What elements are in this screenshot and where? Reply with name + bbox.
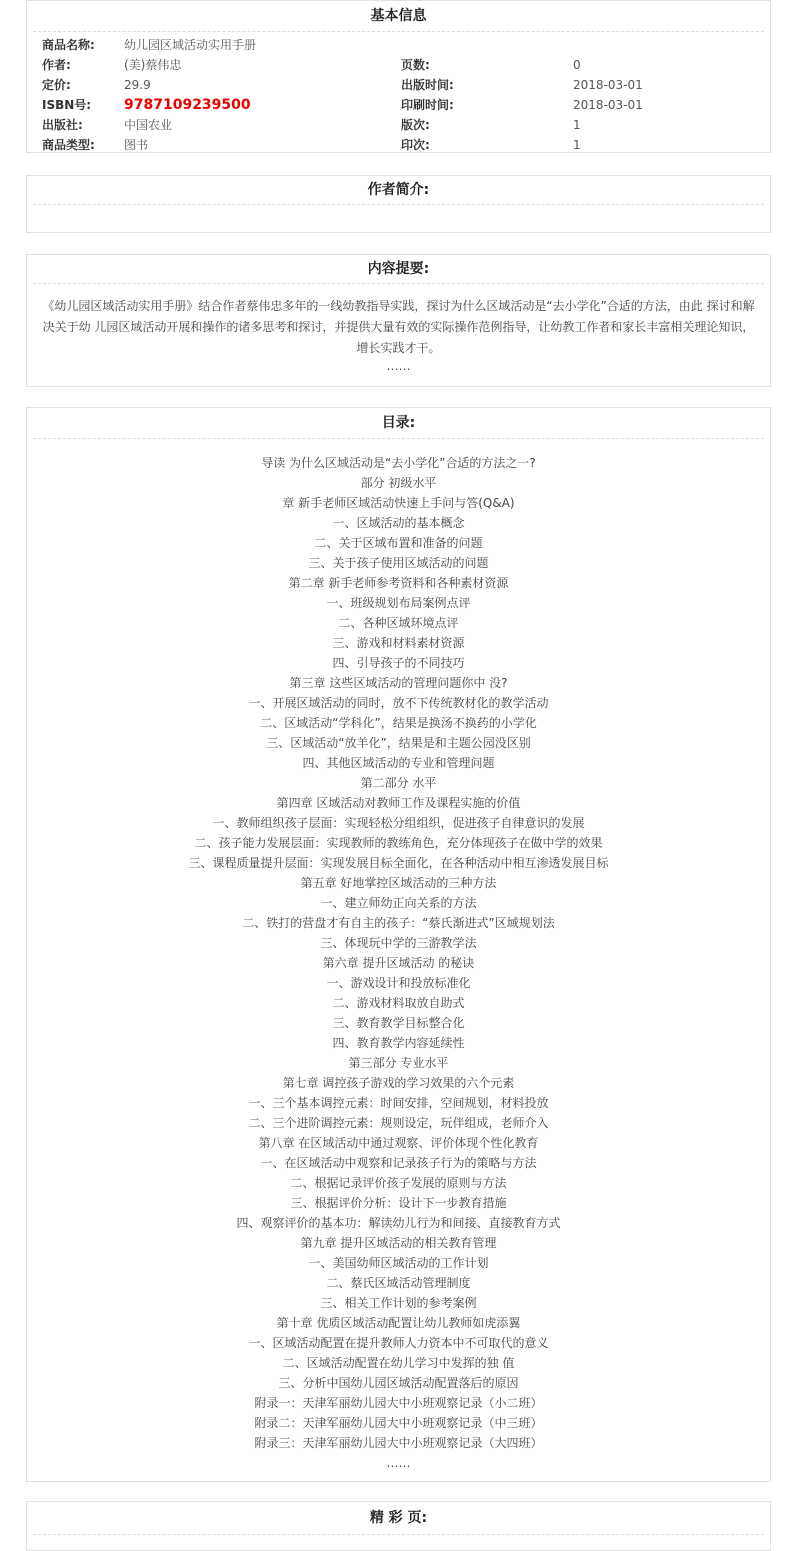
info-row-name — [27, 35, 772, 55]
toc-panel — [26, 407, 771, 1482]
toc-item: 一、班级规划布局案例点评 — [326, 596, 471, 610]
type-value: 图书 — [124, 138, 149, 152]
price-label: 定价: — [42, 78, 71, 92]
toc-item: 三、区域活动“放羊化”，结果是和主题公园没区别 — [266, 736, 531, 750]
toc-title: 目录: — [33, 408, 764, 439]
toc-item: 三、相关工作计划的参考案例 — [320, 1296, 477, 1310]
author-label: 作者: — [42, 58, 71, 72]
toc-item: 一、开展区域活动的同时，放不下传统教材化的教学活动 — [248, 696, 549, 710]
toc-item: 第三章 这些区域活动的管理问题你中 没? — [289, 676, 508, 690]
edition-value: 1 — [573, 118, 581, 132]
toc-item: 一、三个基本调控元素：时间安排，空间规划，材料投放 — [248, 1096, 549, 1110]
toc-item: 三、体现玩中学的三游教学法 — [320, 936, 477, 950]
toc-item: 一、区域活动的基本概念 — [332, 516, 465, 530]
info-row-isbn — [27, 95, 772, 115]
toc-item: 第二部分 水平 — [360, 776, 437, 790]
toc-item: 三、教育教学目标整合化 — [332, 1016, 465, 1030]
info-row-price — [27, 75, 772, 95]
toc-list — [27, 439, 770, 1473]
edition-label: 版次: — [401, 118, 430, 132]
toc-item: 导读 为什么区域活动是“去小学化”合适的方法之一? — [261, 456, 536, 470]
toc-item: 二、铁打的营盘才有自主的孩子：“蔡氏渐进式”区域规划法 — [242, 916, 555, 930]
toc-item: 四、其他区域活动的专业和管理问题 — [302, 756, 495, 770]
info-row-author — [27, 55, 772, 75]
toc-item: 二、三个进阶调控元素：规则设定，玩伴组成，老师介入 — [248, 1116, 549, 1130]
toc-item: 二、各种区域环境点评 — [338, 616, 459, 630]
basic-info-title: 基本信息 — [33, 1, 764, 32]
isbn-value: 9787109239500 — [124, 97, 251, 113]
publisher-value: 中国农业 — [124, 118, 173, 132]
toc-item: 章 新手老师区域活动快速上手问与答(Q&A) — [282, 496, 515, 510]
toc-item: 四、教育教学内容延续性 — [332, 1036, 465, 1050]
highlight-title: 精 彩 页: — [33, 1502, 764, 1535]
toc-item: 一、建立师幼正向关系的方法 — [320, 896, 477, 910]
toc-item: 二、区域活动配置在幼儿学习中发挥的独 值 — [282, 1356, 515, 1370]
type-label: 商品类型: — [42, 138, 95, 152]
toc-item: 三、游戏和材料素材资源 — [332, 636, 465, 650]
toc-item: 附录二：天津军丽幼儿园大中小班观察记录（中三班） — [254, 1416, 543, 1430]
pages-label: 页数: — [401, 58, 430, 72]
print-count-label: 印次: — [401, 138, 430, 152]
publisher-label: 出版社: — [42, 118, 83, 132]
author-intro-panel — [26, 175, 771, 233]
author-intro-title: 作者简介: — [33, 176, 764, 205]
pages-value: 0 — [573, 58, 581, 72]
toc-item: 部分 初级水平 — [360, 476, 437, 490]
toc-item: 二、区域活动“学科化”，结果是换汤不换药的小学化 — [260, 716, 537, 730]
toc-item: 第二章 新手老师参考资料和各种素材资源 — [288, 576, 509, 590]
summary-ellipsis: …… — [386, 359, 411, 373]
info-row-publisher — [27, 115, 772, 135]
print-date-label: 印刷时间: — [401, 98, 454, 112]
toc-item: 二、根据记录评价孩子发展的原则与方法 — [290, 1176, 507, 1190]
toc-item: 二、蔡氏区域活动管理制度 — [326, 1276, 471, 1290]
isbn-label: ISBN号: — [42, 98, 92, 112]
toc-item: 三、课程质量提升层面：实现发展目标全面化，在各种活动中相互渗透发展目标 — [188, 856, 609, 870]
toc-item: 一、区域活动配置在提升教师人力资本中不可取代的意义 — [248, 1336, 549, 1350]
toc-item: …… — [386, 1456, 411, 1470]
toc-item: 第十章 优质区域活动配置让幼儿教师如虎添翼 — [276, 1316, 521, 1330]
toc-item: 第三部分 专业水平 — [348, 1056, 449, 1070]
pub-date-value: 2018-03-01 — [573, 78, 643, 92]
print-count-value: 1 — [573, 138, 581, 152]
author-value: (美)蔡伟忠 — [124, 58, 182, 72]
toc-item: 一、教师组织孩子层面：实现轻松分组组织，促进孩子自律意识的发展 — [212, 816, 585, 830]
summary-title: 内容提要: — [33, 255, 764, 284]
toc-item: 第八章 在区域活动中通过观察、评价体现个性化教育 — [258, 1136, 539, 1150]
toc-item: 三、关于孩子使用区域活动的问题 — [308, 556, 489, 570]
toc-item: 第七章 调控孩子游戏的学习效果的六个元素 — [282, 1076, 515, 1090]
toc-item: 一、美国幼师区域活动的工作计划 — [308, 1256, 489, 1270]
summary-text: 《幼儿园区域活动实用手册》结合作者蔡伟忠多年的一线幼教指导实践，探讨为什么区域活动是“去小学化”合适的方法，由此 探讨和解决关于幼 儿园区域活动开展和操作的诸多思考和探讨，并提供大量有效的实际操作范例指导，让幼教工作者和家长丰富相关理论知识，增长实践才干。 — [42, 299, 755, 355]
toc-item: 三、分析中国幼儿园区域活动配置落后的原因 — [278, 1376, 519, 1390]
price-value: 29.9 — [124, 78, 151, 92]
name-value: 幼儿园区域活动实用手册 — [124, 38, 257, 52]
print-date-value: 2018-03-01 — [573, 98, 643, 112]
toc-item: 第六章 提升区域活动 的秘诀 — [322, 956, 475, 970]
toc-item: 二、孩子能力发展层面：实现教师的教练角色，充分体现孩子在做中学的效果 — [194, 836, 603, 850]
summary-panel — [26, 254, 771, 387]
toc-item: 二、关于区域布置和准备的问题 — [314, 536, 483, 550]
toc-item: 第五章 好地掌控区域活动的三种方法 — [300, 876, 497, 890]
toc-item: 一、在区域活动中观察和记录孩子行为的策略与方法 — [260, 1156, 537, 1170]
pub-date-label: 出版时间: — [401, 78, 454, 92]
info-row-type — [27, 135, 772, 155]
toc-item: 三、根据评价分析：设计下一步教育措施 — [290, 1196, 507, 1210]
name-label: 商品名称: — [42, 38, 95, 52]
toc-item: 一、游戏设计和投放标准化 — [326, 976, 471, 990]
toc-item: 第四章 区域活动对教师工作及课程实施的价值 — [276, 796, 521, 810]
basic-info-panel — [26, 0, 771, 153]
highlight-panel — [26, 1501, 771, 1551]
toc-item: 四、引导孩子的不同技巧 — [332, 656, 465, 670]
toc-item: 二、游戏材料取放自助式 — [332, 996, 465, 1010]
toc-item: 附录三：天津军丽幼儿园大中小班观察记录（大四班） — [254, 1436, 543, 1450]
toc-item: 附录一：天津军丽幼儿园大中小班观察记录（小二班） — [254, 1396, 543, 1410]
toc-item: 四、观察评价的基本功：解读幼儿行为和间接、直接教育方式 — [236, 1216, 561, 1230]
toc-item: 第九章 提升区域活动的相关教育管理 — [300, 1236, 497, 1250]
